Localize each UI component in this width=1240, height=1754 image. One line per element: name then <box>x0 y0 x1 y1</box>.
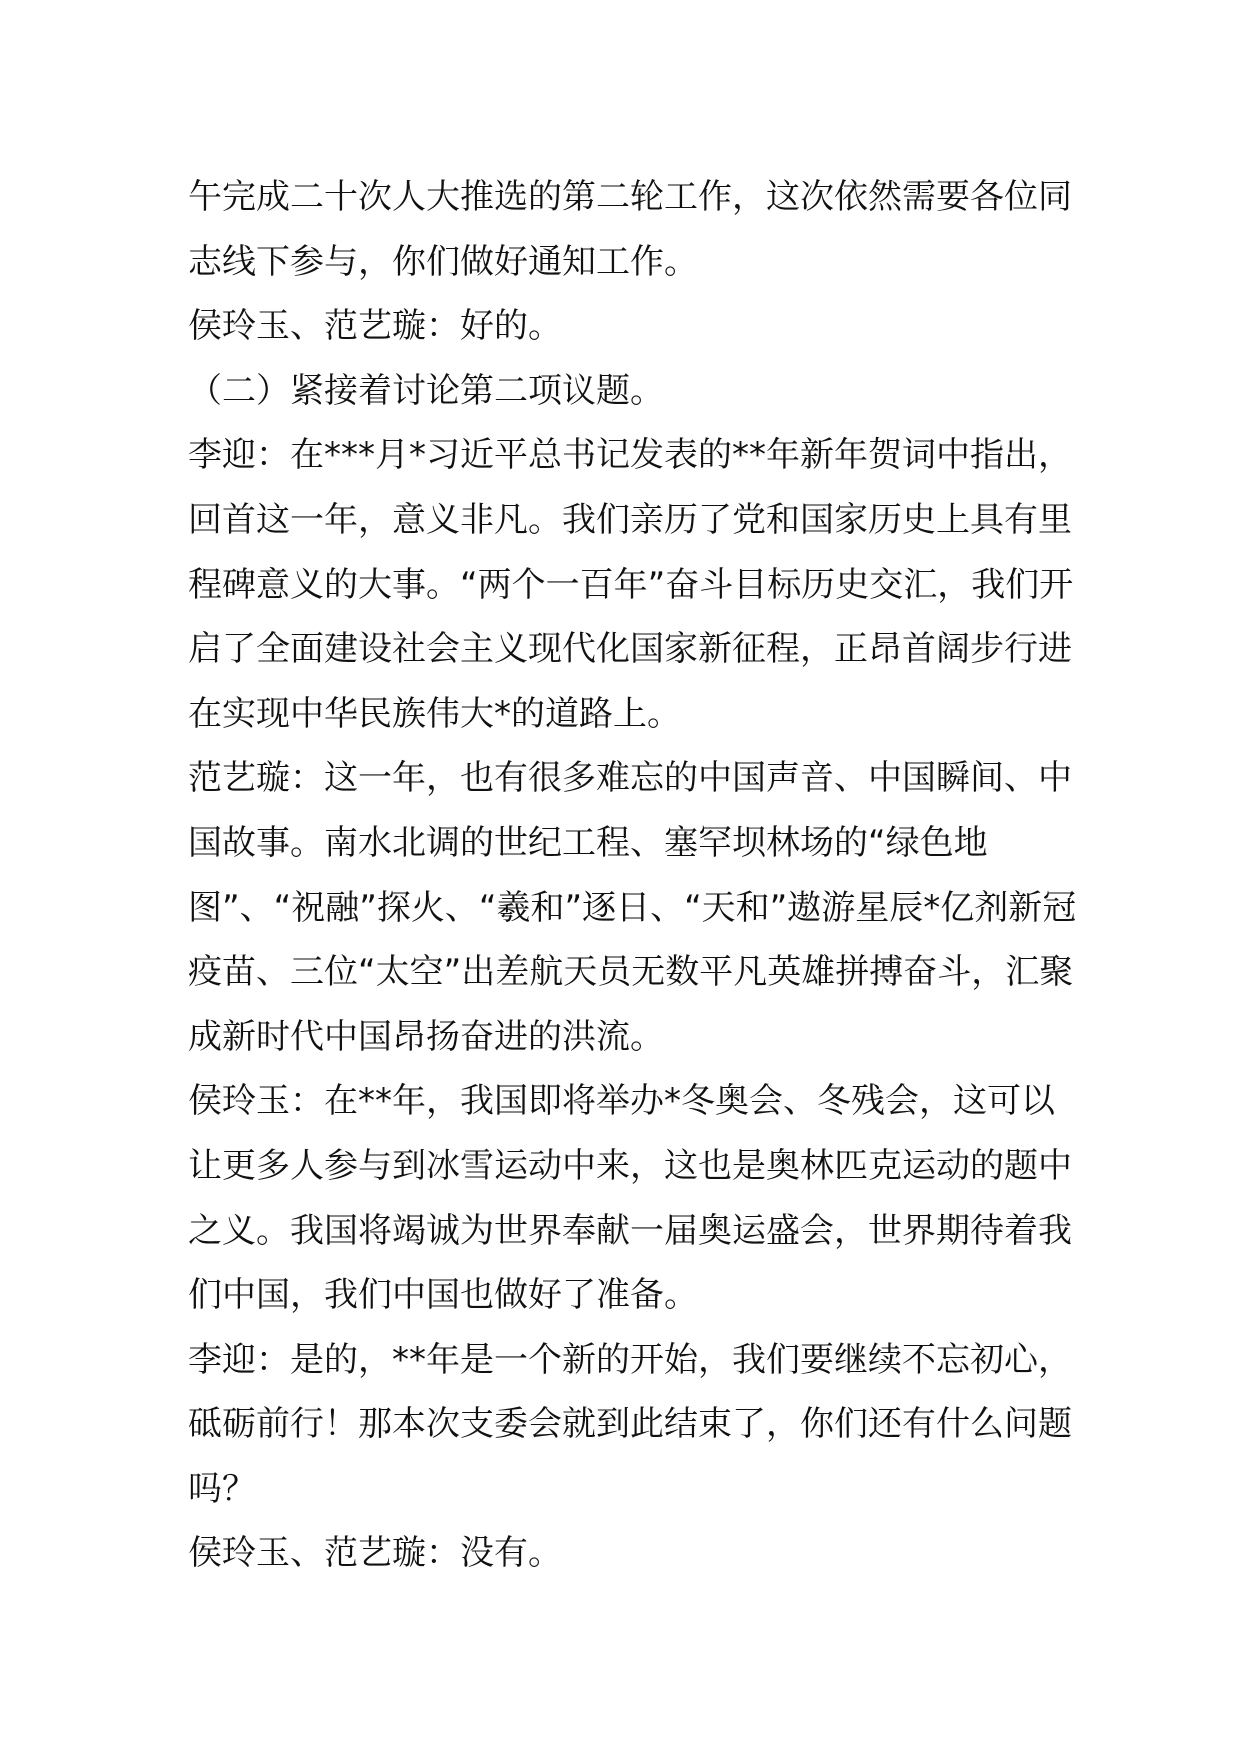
paragraph-continued-notice: 午完成二十次人大推选的第二轮工作，这次依然需要各位同志线下参与，你们做好通知工作。 <box>188 177 1072 282</box>
paragraph-li-ying-closing: 李迎：是的，**年是一个新的开始，我们要继续不忘初心，砥砺前行！那本次支委会就到此结束了，你们还有什么问题吗？ <box>188 1339 1072 1509</box>
paragraph-reply-ok: 侯玲玉、范艺璇：好的。 <box>188 306 562 347</box>
paragraph-agenda-item-two: （二）紧接着讨论第二项议题。 <box>188 370 664 411</box>
document-body <box>188 165 1088 1586</box>
paragraph-li-ying-speech: 李迎：在***月*习近平总书记发表的**年新年贺词中指出，回首这一年，意义非凡。我们亲历了党和国家历史上具有里程碑意义的大事。“两个一百年”奋斗目标历史交汇，我们开启了全面建设社会主义现代化国家新征程，正昂首阔步行进在实现中华民族伟大*的道路上。 <box>188 435 1074 734</box>
paragraph-hou-lingyu-speech: 侯玲玉：在**年，我国即将举办*冬奥会、冬残会，这可以让更多人参与到冰雪运动中来，这也是奥林匹克运动的题中之义。我国将竭诚为世界奉献一届奥运盛会，世界期待着我们中国，我们中国也做好了准备。 <box>188 1081 1072 1316</box>
paragraph-fan-yixuan-speech: 范艺璇：这一年，也有很多难忘的中国声音、中国瞬间、中国故事。南水北调的世纪工程、塞罕坝林场的“绿色地图”、“祝融”探火、“羲和”逐日、“天和”遨游星辰*亿剂新冠疫苗、三位“太空”出差航天员无数平凡英雄拼搏奋斗，汇聚成新时代中国昂扬奋进的洪流。 <box>188 758 1077 1057</box>
paragraph-reply-none: 侯玲玉、范艺璇：没有。 <box>188 1533 562 1574</box>
